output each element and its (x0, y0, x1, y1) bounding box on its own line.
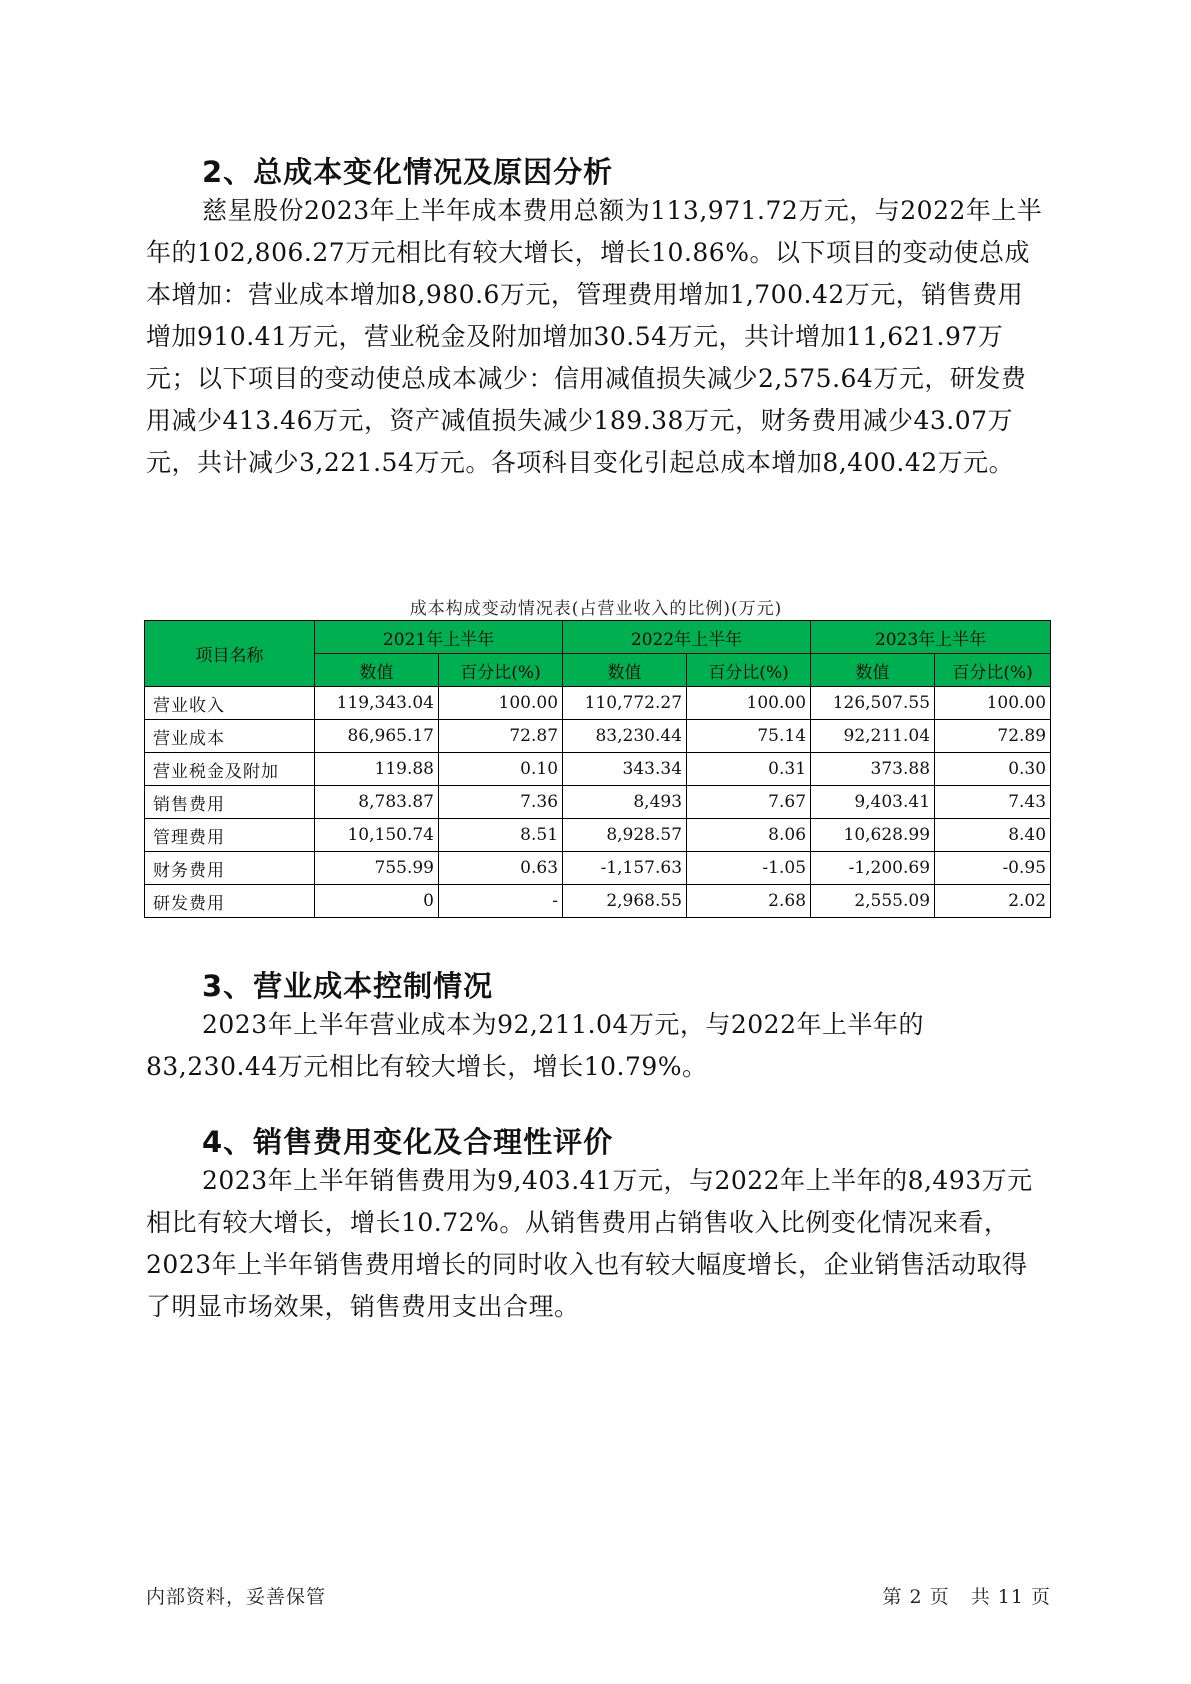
footer-page-number: 第 2 页 共 11 页 (882, 1586, 1051, 1608)
row-name: 营业收入 (145, 687, 315, 720)
table-cell: 9,403.41 (811, 786, 935, 819)
row-name: 营业成本 (145, 720, 315, 753)
table-row (145, 720, 1051, 753)
percent-header: 百分比(%) (687, 654, 811, 687)
section-3-heading: 3、营业成本控制情况 (202, 969, 494, 1003)
table-caption: 成本构成变动情况表(占营业收入的比例)(万元) (409, 599, 783, 619)
section-4-heading: 4、销售费用变化及合理性评价 (202, 1125, 614, 1159)
row-name: 研发费用 (145, 885, 315, 918)
period-header: 2023年上半年 (811, 621, 1051, 654)
table-cell: 0 (315, 885, 439, 918)
table-cell: 8,783.87 (315, 786, 439, 819)
table-cell: 0.10 (439, 753, 563, 786)
section-2-heading: 2、总成本变化情况及原因分析 (202, 155, 614, 189)
table-row (145, 786, 1051, 819)
table-cell: 7.67 (687, 786, 811, 819)
table-cell: 2,555.09 (811, 885, 935, 918)
table-cell: 7.36 (439, 786, 563, 819)
row-name: 管理费用 (145, 819, 315, 852)
table-cell: 2.02 (935, 885, 1051, 918)
value-header: 数值 (811, 654, 935, 687)
table-cell: 0.31 (687, 753, 811, 786)
table-cell: 2,968.55 (563, 885, 687, 918)
table-cell: - (439, 885, 563, 918)
table-cell: 8,928.57 (563, 819, 687, 852)
cost-structure-table (144, 620, 1051, 918)
item-name-header: 项目名称 (145, 621, 315, 687)
period-header: 2021年上半年 (315, 621, 563, 654)
table-cell: 75.14 (687, 720, 811, 753)
table-cell: 119.88 (315, 753, 439, 786)
table-cell: 100.00 (935, 687, 1051, 720)
percent-header: 百分比(%) (935, 654, 1051, 687)
table-row (145, 753, 1051, 786)
value-header: 数值 (563, 654, 687, 687)
footer-confidential-note: 内部资料，妥善保管 (146, 1586, 327, 1608)
table-row (145, 852, 1051, 885)
table-cell: 8,493 (563, 786, 687, 819)
table-cell: 7.43 (935, 786, 1051, 819)
section-4-paragraph (146, 1160, 1046, 1328)
value-header: 数值 (315, 654, 439, 687)
table-row (145, 819, 1051, 852)
table-row (145, 885, 1051, 918)
table-cell: 755.99 (315, 852, 439, 885)
table-cell: 92,211.04 (811, 720, 935, 753)
section-2-paragraph (146, 190, 1046, 484)
table-cell: 86,965.17 (315, 720, 439, 753)
table-cell: 8.06 (687, 819, 811, 852)
table-cell: 10,150.74 (315, 819, 439, 852)
row-name: 销售费用 (145, 786, 315, 819)
table-cell: 8.51 (439, 819, 563, 852)
table-cell: 100.00 (439, 687, 563, 720)
section-4-text: 2023年上半年销售费用为9,403.41万元，与2022年上半年的8,493万元相比有较大增长，增长10.72%。从销售费用占销售收入比例变化情况来看，2023年上半年销售费用增长的同时收入也有较大幅度增长，企业销售活动取得了明显市场效果，销售费用支出合理。 (146, 1166, 1033, 1321)
table-cell: -1.05 (687, 852, 811, 885)
section-3-text: 2023年上半年营业成本为92,211.04万元，与2022年上半年的83,230.44万元相比有较大增长，增长10.79%。 (146, 1010, 924, 1081)
table-cell: -1,157.63 (563, 852, 687, 885)
table-row (145, 687, 1051, 720)
period-header: 2022年上半年 (563, 621, 811, 654)
section-3-paragraph (146, 1004, 1046, 1088)
table-cell: 0.30 (935, 753, 1051, 786)
percent-header: 百分比(%) (439, 654, 563, 687)
table-cell: 0.63 (439, 852, 563, 885)
table-cell: 10,628.99 (811, 819, 935, 852)
table-cell: 373.88 (811, 753, 935, 786)
table-cell: 343.34 (563, 753, 687, 786)
table-cell: 100.00 (687, 687, 811, 720)
row-name: 营业税金及附加 (145, 753, 315, 786)
table-cell: 2.68 (687, 885, 811, 918)
section-2-text: 慈星股份2023年上半年成本费用总额为113,971.72万元，与2022年上半年的102,806.27万元相比有较大增长，增长10.86%。以下项目的变动使总成本增加：营业成本增加8,980.6万元，管理费用增加1,700.42万元，销售费用增加910.41万元，营业税金及附加增加30.54万元，共计增加11,621.97万元；以下项目的变动使总成本减少：信用减值损失减少2,575.64万元，研发费用减少413.46万元，资产减值损失减少189.38万元，财务费用减少43.07万元，共计减少3,221.54万元。各项科目变化引起总成本增加8,400.42万元。 (146, 196, 1043, 477)
row-name: 财务费用 (145, 852, 315, 885)
table-cell: 83,230.44 (563, 720, 687, 753)
table-cell: 8.40 (935, 819, 1051, 852)
table-cell: 119,343.04 (315, 687, 439, 720)
table-header-row (145, 621, 1051, 654)
table-cell: -0.95 (935, 852, 1051, 885)
table-cell: 110,772.27 (563, 687, 687, 720)
table-cell: 72.89 (935, 720, 1051, 753)
table-cell: 126,507.55 (811, 687, 935, 720)
table-cell: 72.87 (439, 720, 563, 753)
table-cell: -1,200.69 (811, 852, 935, 885)
